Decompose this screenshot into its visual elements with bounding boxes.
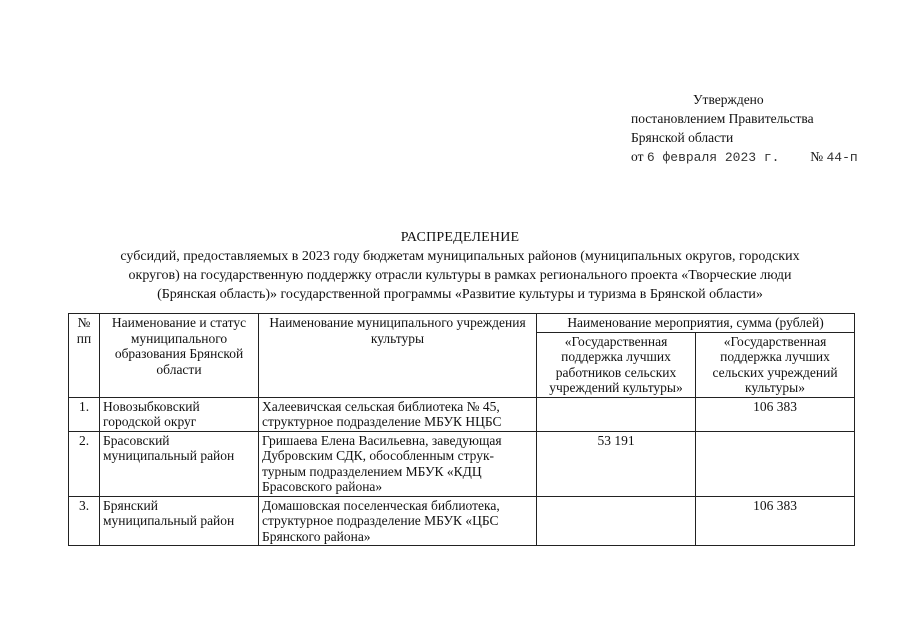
approval-date: 6 февраля 2023 г. bbox=[646, 150, 780, 165]
header-institution: Наименование муниципального учреждения культуры bbox=[259, 314, 537, 398]
header-institutions-support: «Государственная поддержка лучших сельских учреждений культуры» bbox=[696, 332, 855, 397]
header-number: № пп bbox=[69, 314, 100, 398]
table-row bbox=[69, 431, 855, 496]
number-prefix: № bbox=[810, 149, 824, 164]
row-institutions-sum: 106 383 bbox=[696, 397, 855, 431]
row-workers-sum bbox=[537, 397, 696, 431]
row-institutions-sum bbox=[696, 431, 855, 496]
table-row bbox=[69, 397, 855, 431]
document-heading bbox=[60, 228, 860, 304]
date-prefix: от bbox=[631, 149, 644, 164]
approval-title: Утверждено bbox=[693, 92, 764, 107]
row-workers-sum bbox=[537, 496, 696, 546]
row-number: 2. bbox=[69, 431, 100, 496]
row-institution: Гришаева Елена Васильевна, заведующая Дубровским СДК, обособленным струк-турным подразделением МБУК «КДЦ Брасовского района» bbox=[259, 431, 537, 496]
row-institution: Халеевичская сельская библиотека № 45, структурное подразделение МБУК НЦБС bbox=[259, 397, 537, 431]
approval-number: 44-п bbox=[826, 150, 858, 165]
approval-stamp bbox=[631, 90, 858, 167]
header-workers-support: «Государственная поддержка лучших работников сельских учреждений культуры» bbox=[537, 332, 696, 397]
row-workers-sum: 53 191 bbox=[537, 431, 696, 496]
table-row bbox=[69, 496, 855, 546]
header-measures-group: Наименование мероприятия, сумма (рублей) bbox=[537, 314, 855, 333]
row-municipality: Брасовский муниципальный район bbox=[100, 431, 259, 496]
approval-decree: постановлением Правительства bbox=[631, 111, 814, 126]
document-title: РАСПРЕДЕЛЕНИЕ bbox=[400, 230, 520, 245]
row-number: 1. bbox=[69, 397, 100, 431]
approval-region: Брянской области bbox=[631, 130, 734, 145]
header-municipality: Наименование и статус муниципального образования Брянской области bbox=[100, 314, 259, 398]
row-municipality: Брянский муниципальный район bbox=[100, 496, 259, 546]
heading-line-2: округов) на государственную поддержку отрасли культуры в рамках регионального проекта «Творческие люди bbox=[128, 268, 792, 283]
heading-line-1: субсидий, предоставляемых в 2023 году бюджетам муниципальных районов (муниципальных округов, городских bbox=[120, 249, 800, 264]
distribution-table bbox=[68, 313, 855, 546]
row-institutions-sum: 106 383 bbox=[696, 496, 855, 546]
table-header-row bbox=[69, 314, 855, 333]
row-institution: Домашовская поселенческая библиотека, структурное подразделение МБУК «ЦБС Брянского района» bbox=[259, 496, 537, 546]
approval-date-line bbox=[631, 147, 858, 167]
row-municipality: Новозыбковский городской округ bbox=[100, 397, 259, 431]
row-number: 3. bbox=[69, 496, 100, 546]
heading-line-3: (Брянская область)» государственной программы «Развитие культуры и туризма в Брянской области» bbox=[157, 287, 763, 302]
